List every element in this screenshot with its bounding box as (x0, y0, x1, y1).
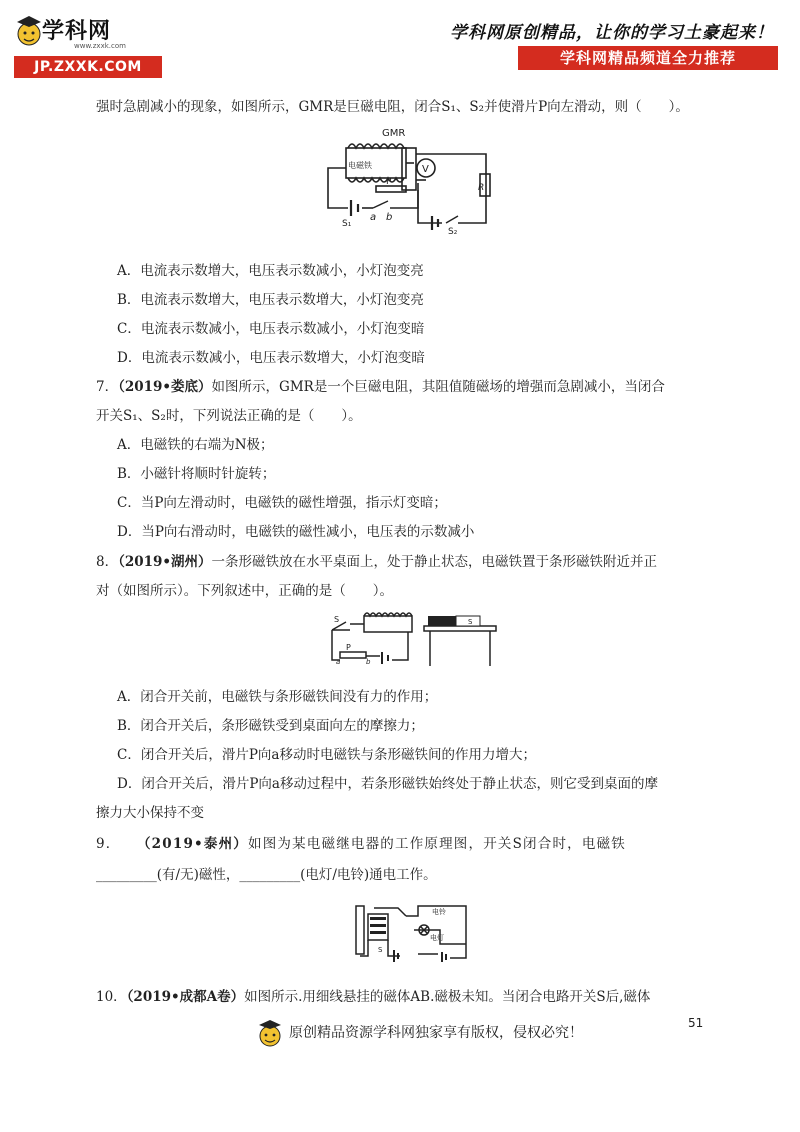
q7-option-b: B．小磁针将顺时针旋转； (117, 466, 276, 482)
q8-option-a: A．闭合开关前，电磁铁与条形磁铁间没有力的作用； (117, 689, 438, 705)
q8-fig-s-label: S (334, 615, 340, 624)
q7-option-a: A．电磁铁的右端为N极； (117, 437, 274, 453)
q8-option-d: D．闭合开关后，滑片P向a移动过程中，若条形磁铁始终处于静止状态，则它受到桌面的摩 (117, 776, 658, 792)
q8-fig-b-label: b (366, 658, 371, 666)
q9-relay-figure (354, 900, 474, 964)
q7-line2: 开关S₁、S₂时，下列说法正确的是（ ）。 (96, 408, 362, 424)
q6-option-a: A．电流表示数增大，电压表示数减小，小灯泡变亮 (117, 263, 424, 279)
q7-source: （2019•娄底） (118, 379, 212, 395)
slogan: 学科网原创精品，让你的学习土豪起来！ (450, 23, 774, 43)
q9-line2: _________(有/无)磁性，_________(电灯/电铃)通电工作。 (96, 867, 437, 883)
q7-option-c: C．当P向左滑动时，电磁铁的磁性增强，指示灯变暗； (117, 495, 447, 511)
q8-fig-a-label: a (336, 658, 341, 666)
q9-fig-bell-label: 电铃 (432, 908, 446, 916)
fig6-gmr-label: GMR (382, 128, 406, 139)
q7-option-d: D．当P向右滑动时，电磁铁的磁性减小，电压表的示数减小 (117, 524, 475, 540)
q8-line1 (96, 553, 657, 571)
q7-line1 (96, 378, 665, 396)
q10-line1 (96, 988, 650, 1006)
q10-text: 如图所示.用细线悬挂的磁体AB.磁极未知。当闭合电路开关S后,磁体 (244, 989, 651, 1005)
q8-option-b: B．闭合开关后，条形磁铁受到桌面向左的摩擦力； (117, 718, 424, 734)
q7-number: 7． (96, 379, 119, 395)
fig6-coil-label: 电磁铁 (348, 161, 372, 170)
mascot-icon (14, 14, 44, 48)
fig6-p-label: P (386, 177, 392, 187)
q9-text: 如图为某电磁继电器的工作原理图，开关S闭合时，电磁铁 (248, 836, 626, 852)
logo-name: 学科网 (42, 19, 112, 44)
q9-source: （2019•泰州） (136, 836, 248, 852)
q9-fig-lamp-label: 电灯 (430, 934, 444, 942)
q6-option-d: D．电流表示数减小，电压表示数增大，小灯泡变暗 (117, 350, 425, 366)
fig6-v-label: V (422, 164, 429, 175)
recommend-banner: 学科网精品频道全力推荐 (518, 46, 778, 70)
q6-circuit-figure (318, 128, 498, 240)
fig6-s1-label: S₁ (342, 219, 352, 229)
logo-url: JP.ZXXK.COM (14, 56, 162, 78)
q10-source: （2019•成都A卷） (126, 989, 245, 1005)
q8-source: （2019•湖州） (118, 554, 212, 570)
q6-option-b: B．电流表示数增大，电压表示数增大，小灯泡变亮 (117, 292, 424, 308)
q8-option-d-cont: 擦力大小保持不变 (96, 805, 204, 821)
site-logo (14, 12, 164, 76)
fig6-s2-label: S₂ (448, 227, 458, 237)
q7-text: 如图所示，GMR是一个巨磁电阻，其阻值随磁场的增强而急剧减小，当闭合 (211, 379, 665, 395)
logo-sub: www.zxxk.com (74, 42, 126, 50)
q8-line2: 对（如图所示）。下列叙述中，正确的是（ ）。 (96, 583, 393, 599)
footer-copyright: 原创精品资源学科网独家享有版权，侵权必究！ (289, 1025, 583, 1041)
q10-number: 10． (96, 989, 127, 1005)
q8-fig-p-label: P (346, 643, 351, 652)
q8-number: 8． (96, 554, 119, 570)
q9-line1 (96, 835, 626, 853)
page-number: 51 (688, 1016, 704, 1030)
mascot-icon (256, 1018, 284, 1048)
q9-number: 9． (96, 836, 121, 852)
fig6-b-label: b (386, 212, 393, 223)
q9-fig-s-label: S (378, 946, 383, 954)
fig6-r-label: R (478, 183, 485, 193)
q8-figure (320, 608, 500, 670)
q8-text: 一条形磁铁放在水平桌面上，处于静止状态，电磁铁置于条形磁铁附近并正 (211, 554, 658, 570)
q6-option-c: C．电流表示数减小，电压表示数减小，小灯泡变暗 (117, 321, 425, 337)
q6-text: 强时急剧减小的现象，如图所示，GMR是巨磁电阻，闭合S₁、S₂并使滑片P向左滑动，则（ ）。 (96, 99, 689, 115)
q8-fig-magnet-s: S (468, 618, 473, 626)
q8-option-c: C．闭合开关后，滑片P向a移动时电磁铁与条形磁铁间的作用力增大； (117, 747, 536, 763)
fig6-a-label: a (370, 212, 377, 223)
